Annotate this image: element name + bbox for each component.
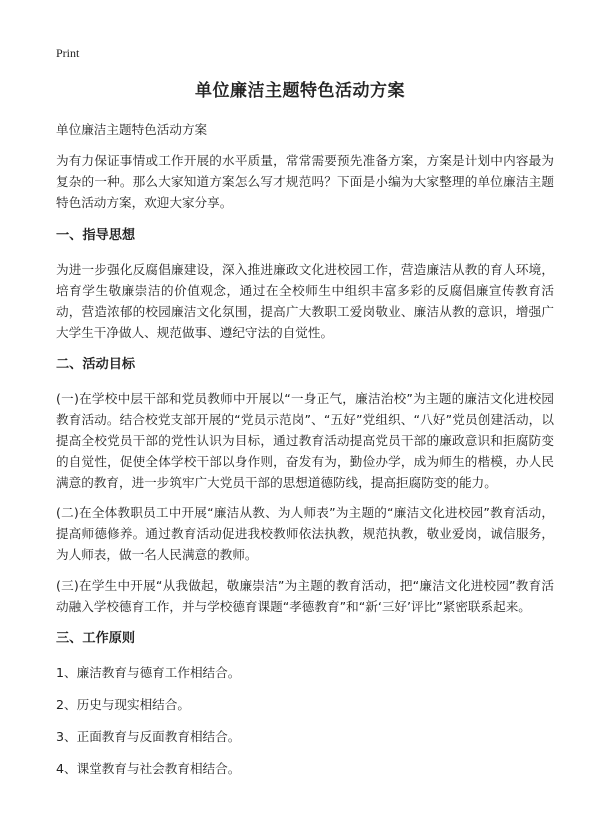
principle-item: 3、正面教育与反面教育相结合。	[56, 729, 241, 744]
print-link[interactable]: Print	[56, 46, 80, 60]
goal-paragraph: (一)在学校中层干部和党员教师中开展以“一身正气，廉洁治校”为主题的廉洁文化进校园教育活动。结合校党支部开展的“党员示范岗”、“五好”党组织、“八好”党员创建活动，以提高全校党员干部的党性认识为目标，通过教育活动提高党员干部的廉政意识和拒腐防变的自觉性，促使全体学校干部以身作则，奋发有为，勤俭办学，成为师生的楷模，办人民满意的教育，进一步筑牢广大党员干部的思想道德防线，提高拒腐防变的能力。	[56, 391, 554, 490]
section-heading-principles: 三、工作原则	[56, 631, 136, 646]
document-body	[56, 119, 554, 790]
document-subtitle: 单位廉洁主题特色活动方案	[56, 122, 208, 137]
principle-item: 1、廉洁教育与德育工作相结合。	[56, 665, 241, 680]
goal-paragraph: (三)在学生中开展“从我做起，敬廉崇洁”为主题的教育活动，把“廉洁文化进校园”教育活动融入学校德育工作，并与学校德育课题“孝德教育”和“新‘三好’评比”紧密联系起来。	[56, 578, 554, 614]
principle-item: 2、历史与现实相结合。	[56, 697, 190, 712]
section-heading-guide: 一、指导思想	[56, 228, 136, 243]
guide-paragraph: 为进一步强化反腐倡廉建设，深入推进廉政文化进校园工作，营造廉洁从教的育人环境，培育学生敬廉崇洁的价值观念，通过在全校师生中组织丰富多彩的反腐倡廉宣传教育活动，营造浓郁的校园廉洁文化氛围，提高广大教职工爱岗敬业、廉洁从教的意识，增强广大学生干净做人、规范做事、遵纪守法的自觉性。	[56, 262, 554, 340]
goal-paragraph: (二)在全体教职员工中开展“廉洁从教、为人师表”为主题的“廉洁文化进校园”教育活动，提高师德修养。通过教育活动促进我校教师依法执教，规范执教，敬业爱岗，诚信服务，为人师表，做一名人民满意的教师。	[56, 505, 554, 562]
intro-paragraph: 为有力保证事情或工作开展的水平质量，常常需要预先准备方案，方案是计划中内容最为复杂的一种。那么大家知道方案怎么写才规范吗？下面是小编为大家整理的单位廉洁主题特色活动方案，欢迎大家分享。	[56, 153, 554, 210]
page-title: 单位廉洁主题特色活动方案	[195, 81, 405, 101]
principle-item: 4、课堂教育与社会教育相结合。	[56, 761, 241, 776]
section-heading-goals: 二、活动目标	[56, 357, 136, 372]
